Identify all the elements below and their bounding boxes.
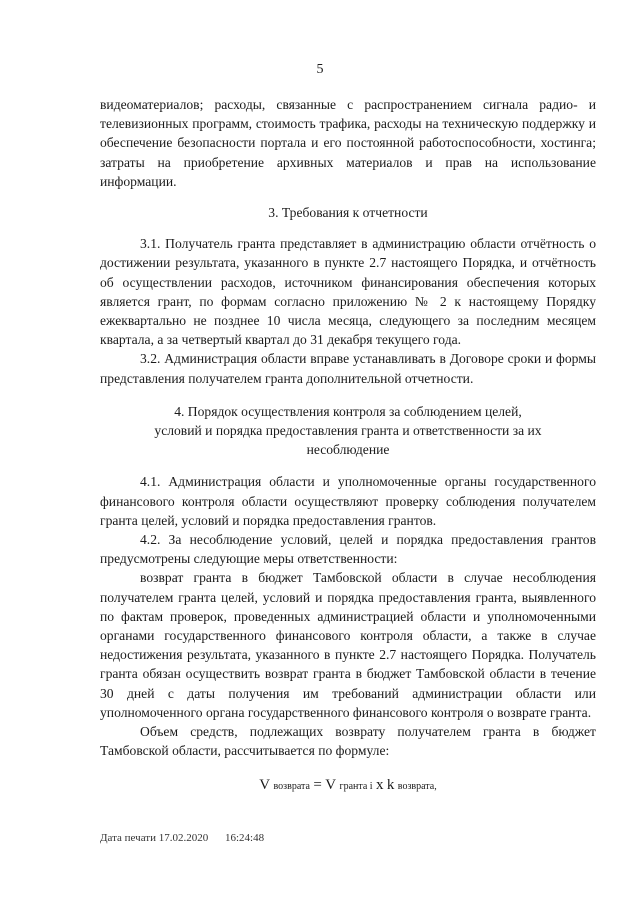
paragraph-intro: видеоматериалов; расходы, связанные с распространением сигнала радио- и телевизионных программ, стоимость трафика, расходы на техническую поддержку и обеспечение безопасности портала и его постоянной работоспособности, хостинга; затраты на приобретение архивных материалов и прав на использование информации.	[100, 97, 596, 189]
section-4-heading	[100, 402, 596, 460]
formula-equals: =	[313, 776, 322, 793]
formula-multiply: x	[375, 776, 384, 793]
paragraph-4-2-b: Объем средств, подлежащих возврату получателем гранта в бюджет Тамбовской области, рассчитывается по формуле:	[100, 724, 596, 759]
section-4-heading-line-3: несоблюдение	[306, 442, 390, 458]
print-date-label: Дата печати 17.02.2020	[100, 832, 209, 844]
paragraph-4-1: 4.1. Администрация области и уполномоченные органы государственного финансового контроля области осуществляют проверку соблюдения получателем гранта целей, условий и порядка предоставления грантов.	[100, 474, 596, 528]
formula-v-sub: возврата	[273, 780, 310, 792]
section-3-heading: 3. Требования к отчетности	[268, 205, 428, 221]
formula-v2: V	[325, 776, 337, 793]
formula-k: k	[386, 776, 395, 793]
paragraph-4-2: 4.2. За несоблюдение условий, целей и порядка предоставления грантов предусмотрены следующие меры ответственности:	[100, 532, 596, 567]
page-number: 5	[316, 62, 324, 77]
paragraph-3-2: 3.2. Администрация области вправе устанавливать в Договоре сроки и формы представления получателем гранта дополнительной отчетности.	[100, 351, 596, 386]
paragraph-4-2-a: возврат гранта в бюджет Тамбовской области в случае несоблюдения получателем гранта целей, условий и порядка предоставления гранта, выявленного по фактам проверок, проведенных администрацией области и уполномоченными органами государственного финансового контроля области, а также в случае недостижения результата, указанного в пункте 2.7 настоящего Порядка. Получатель гранта обязан осуществить возврат гранта в бюджет Тамбовской области в течение 30 дней с даты получения им требований администрации области или уполномоченного органа государственного финансового контроля о возврате гранта.	[100, 570, 596, 720]
formula-v: V	[259, 776, 271, 793]
section-4-heading-line-2: условий и порядка предоставления гранта и ответственности за их	[154, 423, 542, 439]
paragraph-3-1: 3.1. Получатель гранта представляет в администрацию области отчётность о достижении результата, указанного в пункте 2.7 настоящего Порядка, и отчётность об осуществлении расходов, источником финансирования обеспечения которых является грант, по формам согласно приложению № 2 к настоящему Порядку ежеквартально не позднее 10 числа месяца, следующего за последним месяцем квартала, а за четвертый квартал до 31 декабря текущего года.	[100, 236, 596, 348]
formula	[100, 775, 596, 796]
formula-v2-sub: гранта i	[339, 780, 373, 792]
formula-k-sub: возврата,	[397, 780, 437, 792]
print-date-footer	[100, 832, 278, 844]
document-body	[100, 95, 596, 796]
section-4-heading-line-1: 4. Порядок осуществления контроля за соблюдением целей,	[174, 403, 522, 419]
print-time: 16:24:48	[225, 832, 265, 844]
